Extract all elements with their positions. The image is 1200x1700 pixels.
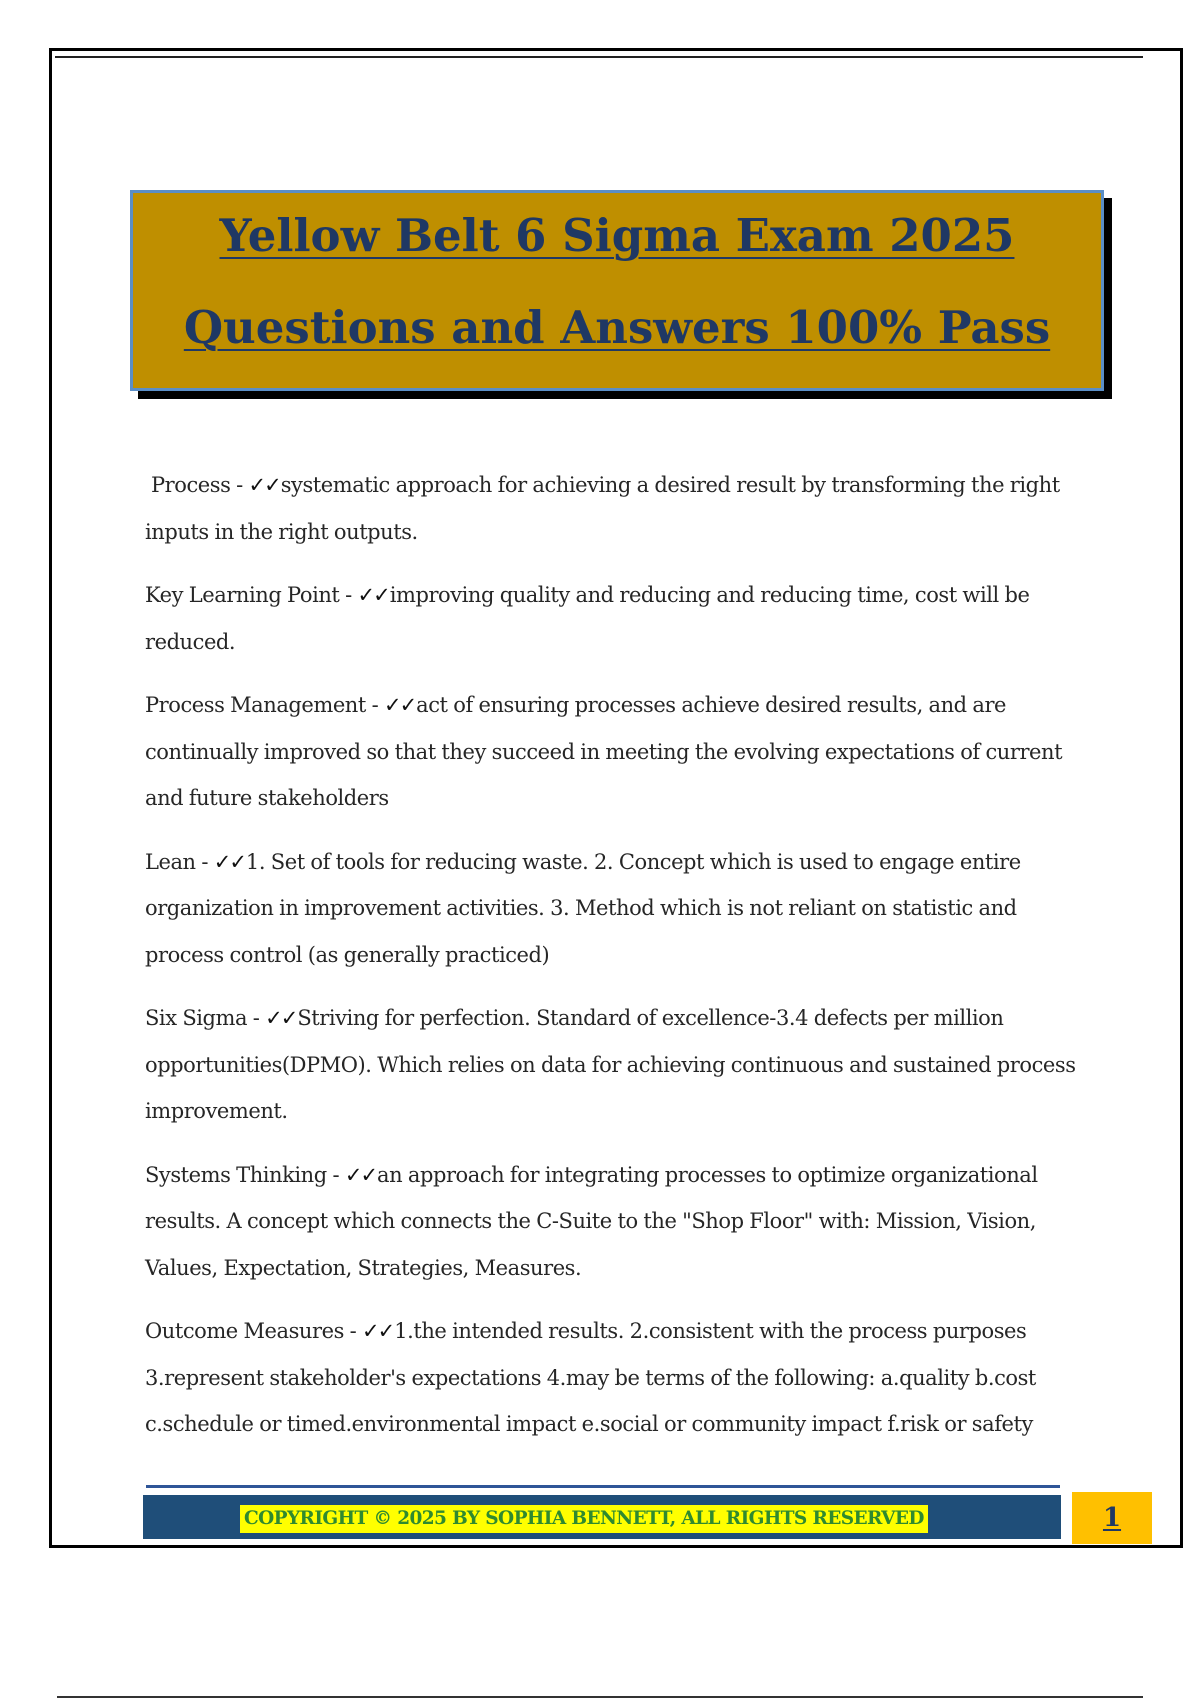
bottom-rule — [57, 1696, 1143, 1698]
qa-definition: 1.the intended results. 2.consistent with the process purposes 3.represent stakeholder's expectations 4.may be terms of the following: a.quality b.cost c.schedule or timed.environmental impact e.social or community impact f.risk or safety — [145, 1319, 1036, 1436]
double-check-icon: ✓✓ — [344, 1162, 377, 1187]
double-check-icon: ✓✓ — [362, 1319, 394, 1343]
qa-term: Key Learning Point - — [145, 583, 358, 607]
page-number-box — [1072, 1492, 1152, 1544]
double-check-icon: ✓✓ — [383, 693, 416, 717]
qa-definition: Striving for perfection. Standard of excellence-3.4 defects per million opportunities(DPMO). Which relies on data for achieving continuous and sustained process improvement. — [145, 1006, 1076, 1123]
qa-entry-key-learning-point — [145, 572, 1095, 665]
qa-term: Process Management - — [145, 693, 384, 717]
qa-entry-process-management — [145, 682, 1095, 822]
qa-definition: improving quality and reducing and reducing time, cost will be reduced. — [145, 583, 1030, 654]
top-rule — [55, 56, 1143, 58]
qa-entry-outcome-measures — [145, 1308, 1095, 1448]
qa-entry-process — [145, 462, 1095, 555]
qa-definition: 1. Set of tools for reducing waste. 2. Concept which is used to engage entire organization in improvement activities. 3. Method which is not reliant on statistic and process control (as generally practiced) — [145, 849, 1021, 967]
qa-definition: systematic approach for achieving a desired result by transforming the right inputs in the right outputs. — [145, 473, 1060, 544]
qa-term: Lean - — [145, 849, 214, 874]
qa-term: Systems Thinking - — [145, 1162, 345, 1187]
qa-term: Process - — [151, 473, 249, 497]
title-banner — [130, 190, 1104, 391]
double-check-icon: ✓✓ — [248, 473, 280, 497]
qa-entry-systems-thinking — [145, 1152, 1095, 1292]
qa-entry-lean — [145, 839, 1095, 979]
qa-list — [145, 462, 1095, 1465]
document-title-line-2: Questions and Answers 100% Pass — [183, 301, 1051, 354]
qa-term: Outcome Measures - — [145, 1319, 362, 1343]
qa-term: Six Sigma - — [145, 1006, 266, 1030]
double-check-icon: ✓✓ — [357, 583, 389, 607]
document-title-line-1: Yellow Belt 6 Sigma Exam 2025 — [219, 209, 1015, 262]
page-number: 1 — [1102, 1503, 1122, 1533]
footer-rule — [146, 1485, 1060, 1488]
double-check-icon: ✓✓ — [265, 1006, 297, 1030]
copyright-notice: COPYRIGHT © 2025 BY SOPHIA BENNETT, ALL RIGHTS RESERVED — [240, 1505, 928, 1533]
double-check-icon: ✓✓ — [213, 849, 245, 874]
qa-entry-six-sigma — [145, 995, 1095, 1135]
qa-definition: an approach for integrating processes to optimize organizational results. A concept which connects the C-Suite to the "Shop Floor" with: Mission, Vision, Values, Expectation, Strategies, Measures. — [145, 1162, 1038, 1280]
qa-definition: act of ensuring processes achieve desired results, and are continually improved so that they succeed in meeting the evolving expectations of current and future stakeholders — [145, 693, 1063, 810]
